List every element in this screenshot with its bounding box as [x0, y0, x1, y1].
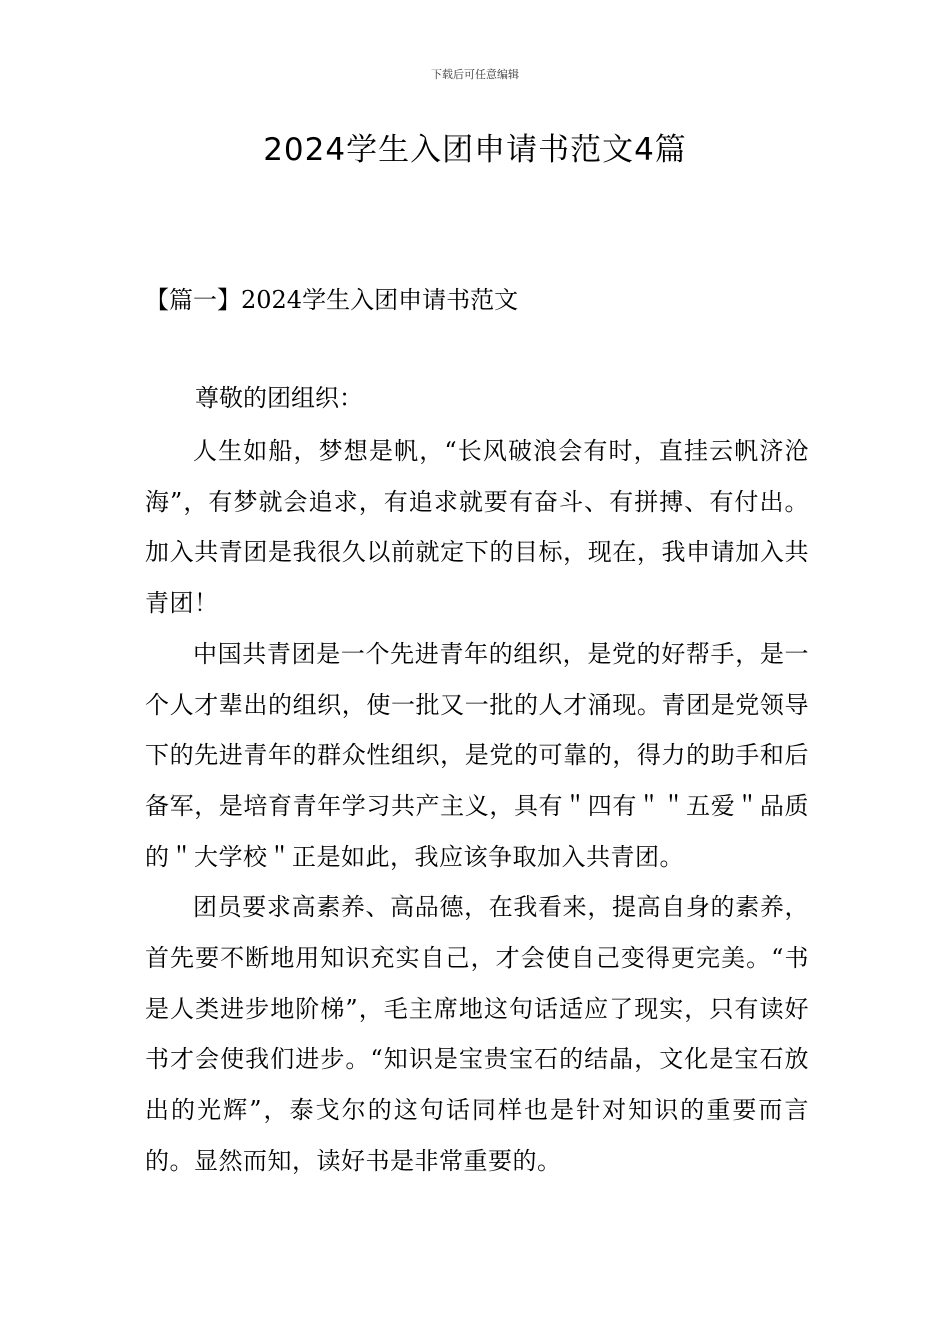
- paragraph: 中国共青团是一个先进青年的组织，是党的好帮手，是一个人才辈出的组织，使一批又一批的人才涌现。青团是党领导下的先进青年的群众性组织，是党的可靠的，得力的助手和后备军，是培育青年学习共产主义，具有＂四有＂＂五爱＂品质的＂大学校＂正是如此，我应该争取加入共青团。: [145, 639, 809, 871]
- paragraph: 团员要求高素养、高品德，在我看来，提高自身的素养，首先要不断地用知识充实自己，才会使自己变得更完美。“书是人类进步地阶梯”，毛主席地这句话适应了现实，只有读好书才会使我们进步。“知识是宝贵宝石的结晶，文化是宝石放出的光辉”，泰戈尔的这句话同样也是针对知识的重要而言的。显然而知，读好书是非常重要的。: [145, 893, 809, 1175]
- paragraph: 人生如船，梦想是帆，“长风破浪会有时，直挂云帆济沧海”，有梦就会追求，有追求就要有奋斗、有拼搏、有付出。加入共青团是我很久以前就定下的目标，现在，我申请加入共青团！: [145, 437, 809, 618]
- salutation: 尊敬的团组织：: [195, 384, 363, 412]
- header-note: 下载后可任意编辑: [431, 68, 519, 81]
- section-heading: 【篇一】2024学生入团申请书范文: [145, 286, 519, 314]
- body-text: [145, 426, 809, 1187]
- document-title: 2024学生入团申请书范文4篇: [263, 132, 687, 168]
